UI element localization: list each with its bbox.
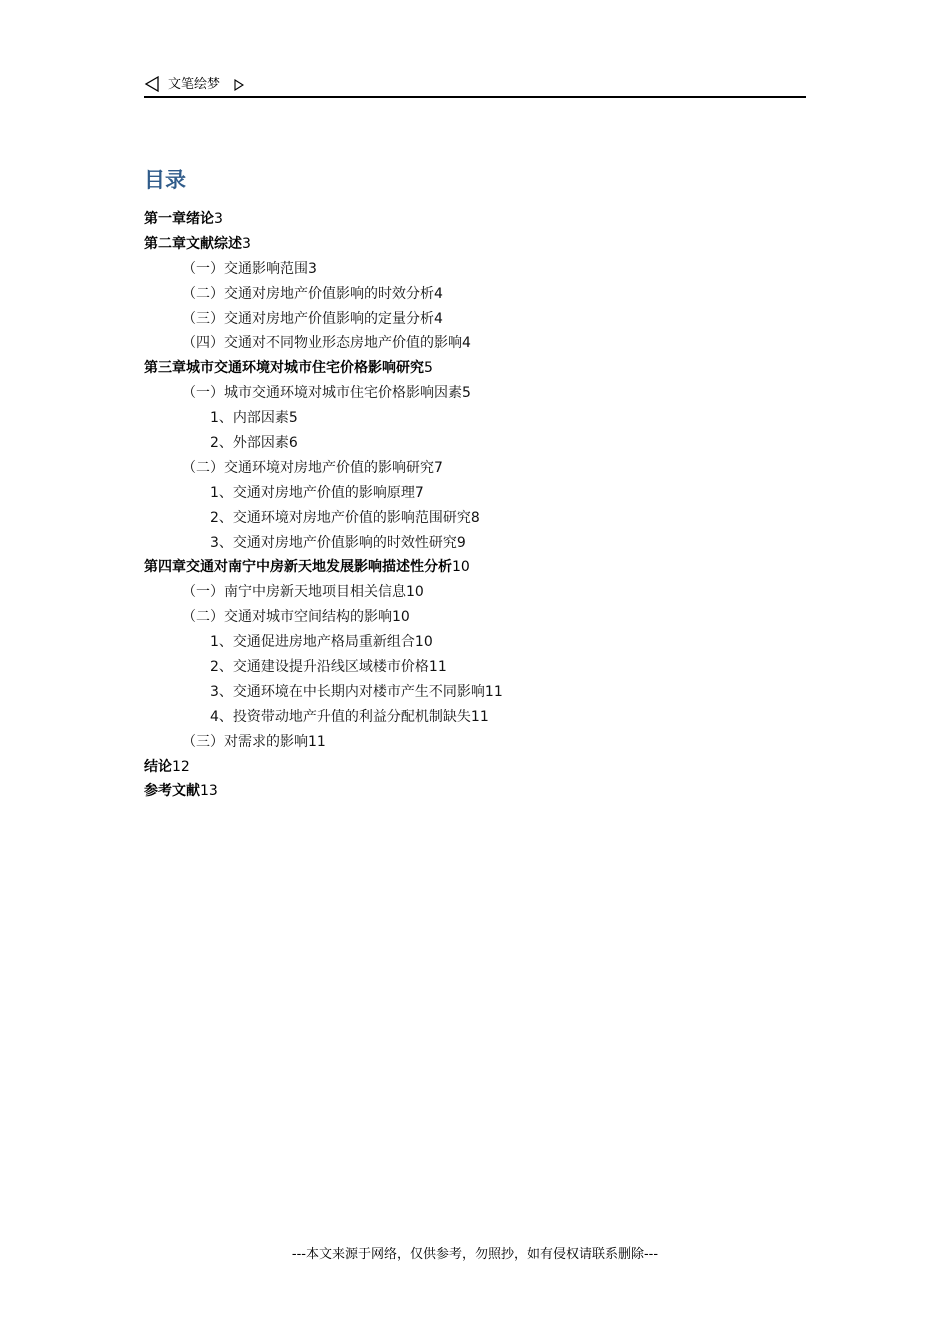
- toc-entry-text: （二）交通环境对房地产价值的影响研究: [182, 459, 434, 476]
- toc-entry-page: 5: [288, 410, 298, 427]
- toc-entry[interactable]: [144, 605, 503, 630]
- toc-entry-page: 4: [434, 310, 443, 327]
- toc-entry[interactable]: [144, 555, 503, 580]
- toc-entry-page: 11: [428, 659, 447, 676]
- toc-entry-text: 参考文献: [144, 783, 200, 800]
- toc-entry-text: （一）城市交通环境对城市住宅价格影响因素: [182, 385, 462, 402]
- toc-entry-page: 6: [288, 435, 298, 452]
- toc-entry-page: 10: [392, 609, 410, 626]
- toc-entry-text: （二）交通对城市空间结构的影响: [182, 609, 392, 626]
- table-of-contents: [144, 207, 503, 804]
- toc-entry[interactable]: [144, 481, 503, 506]
- toc-entry[interactable]: [144, 207, 503, 232]
- toc-entry-text: 1、内部因素: [210, 410, 289, 427]
- toc-entry-text: 2、交通环境对房地产价值的影响范围研究: [210, 509, 471, 526]
- toc-entry[interactable]: [144, 655, 503, 680]
- toc-title: 目录: [144, 168, 186, 192]
- toc-entry[interactable]: [144, 406, 503, 431]
- toc-entry-text: 3、交通环境在中长期内对楼市产生不同影响: [210, 683, 485, 700]
- toc-entry-text: 2、外部因素: [210, 435, 289, 452]
- header-title: 文笔绘梦: [168, 77, 221, 92]
- toc-entry[interactable]: [144, 431, 503, 456]
- toc-entry[interactable]: [144, 232, 503, 257]
- toc-entry[interactable]: [144, 282, 503, 307]
- toc-entry-page: 9: [456, 534, 466, 551]
- toc-entry-page: 10: [414, 634, 433, 651]
- toc-entry-page: 12: [172, 758, 190, 775]
- toc-entry[interactable]: [144, 779, 503, 804]
- toc-entry-text: （三）对需求的影响: [182, 733, 308, 750]
- toc-entry[interactable]: [144, 531, 503, 556]
- toc-entry-text: （一）交通影响范围: [182, 260, 308, 277]
- footer-disclaimer: ---本文来源于网络，仅供参考，勿照抄，如有侵权请联系删除---: [291, 1247, 659, 1262]
- toc-entry-text: 1、交通对房地产价值的影响原理: [210, 484, 415, 501]
- toc-entry-page: 3: [242, 235, 251, 252]
- toc-entry[interactable]: [144, 356, 503, 381]
- toc-entry[interactable]: [144, 506, 503, 531]
- toc-entry[interactable]: [144, 257, 503, 282]
- toc-entry-text: 4、投资带动地产升值的利益分配机制缺失: [210, 708, 471, 725]
- toc-entry[interactable]: [144, 630, 503, 655]
- toc-entry-text: （二）交通对房地产价值影响的时效分析: [182, 285, 434, 302]
- toc-entry-page: 7: [414, 484, 424, 501]
- toc-entry[interactable]: [144, 381, 503, 406]
- toc-entry-page: 3: [214, 211, 223, 227]
- toc-entry[interactable]: [144, 331, 503, 356]
- toc-entry[interactable]: [144, 307, 503, 332]
- toc-entry[interactable]: [144, 580, 503, 605]
- toc-entry-text: 第二章文献综述: [144, 235, 242, 252]
- toc-entry[interactable]: [144, 456, 503, 481]
- toc-entry-page: 10: [452, 559, 470, 576]
- toc-entry-page: 4: [462, 335, 471, 352]
- toc-entry-page: 5: [462, 385, 471, 402]
- toc-entry-page: 3: [308, 260, 317, 277]
- toc-entry-page: 5: [424, 360, 433, 377]
- toc-entry-page: 11: [470, 708, 489, 725]
- page-header: [144, 72, 806, 98]
- toc-entry-page: 11: [484, 683, 503, 700]
- toc-entry-page: 4: [434, 285, 443, 302]
- toc-entry-text: 3、交通对房地产价值影响的时效性研究: [210, 534, 457, 551]
- triangle-left-icon: [144, 76, 160, 96]
- toc-entry-page: 7: [434, 459, 443, 476]
- toc-entry-page: 13: [200, 783, 218, 800]
- toc-entry-page: 11: [308, 733, 326, 750]
- toc-entry[interactable]: [144, 705, 503, 730]
- toc-entry-text: 第三章城市交通环境对城市住宅价格影响研究: [144, 360, 424, 377]
- toc-entry-text: 1、交通促进房地产格局重新组合: [210, 634, 415, 651]
- toc-entry-text: 第一章绪论: [144, 211, 214, 227]
- toc-entry-text: （四）交通对不同物业形态房地产价值的影响: [182, 335, 462, 352]
- toc-entry-text: 结论: [144, 758, 172, 775]
- toc-entry[interactable]: [144, 755, 503, 780]
- toc-entry[interactable]: [144, 680, 503, 705]
- toc-entry-text: （一）南宁中房新天地项目相关信息: [182, 584, 406, 601]
- toc-entry-page: 8: [470, 509, 480, 526]
- toc-entry-text: 第四章交通对南宁中房新天地发展影响描述性分析: [144, 559, 452, 576]
- toc-entry-text: 2、交通建设提升沿线区域楼市价格: [210, 659, 429, 676]
- toc-entry[interactable]: [144, 730, 503, 755]
- toc-entry-page: 10: [406, 584, 424, 601]
- triangle-right-icon: [234, 76, 244, 95]
- toc-entry-text: （三）交通对房地产价值影响的定量分析: [182, 310, 434, 327]
